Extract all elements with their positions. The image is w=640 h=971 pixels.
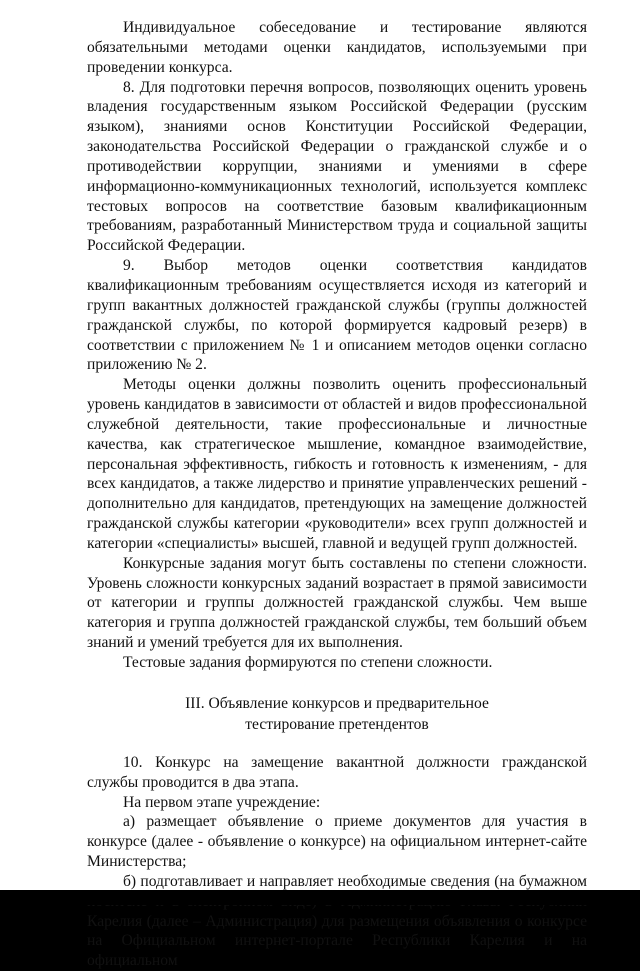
paragraph-9: 9. Выбор методов оценки соответствия кандидатов квалификационным требованиям осуществляется исходя из категорий и групп вакантных должностей гражданской службы (группы должностей гражданской службы, по которой формируется кадровый резерв) в соответствии с приложением № 1 и описанием методов оценки согласно приложению № 2. — [87, 257, 587, 374]
paragraph-methods: Индивидуальное собеседование и тестирование являются обязательными методами оценки кандидатов, используемыми при проведении конкурса. — [87, 19, 587, 76]
section-heading-line-1: III. Объявление конкурсов и предварительное — [185, 694, 489, 712]
section-heading — [87, 693, 587, 735]
paragraph-tasks-complexity: Конкурсные задания могут быть составлены по степени сложности. Уровень сложности конкурсных заданий возрастает в прямой зависимости от категории и группы должностей гражданской службы. Чем выше категория и группа должностей гражданской службы, тем больший объем знаний и умений требуется для их выполнения. — [87, 554, 587, 652]
scan-border — [0, 890, 640, 905]
paragraph-test-tasks: Тестовые задания формируются по степени сложности. — [123, 654, 493, 671]
paragraph-10: 10. Конкурс на замещение вакантной должности гражданской службы проводится в два этапа. — [87, 753, 587, 791]
paragraph-item-a: а) размещает объявление о приеме документов для участия в конкурсе (далее - объявление о конкурсе) на официальном интернет-сайте Министерства; — [87, 813, 587, 871]
paragraph-assessment-methods: Методы оценки должны позволить оценить профессиональный уровень кандидатов в зависимости от областей и видов профессиональной служебной деятельности, такие профессиональные и личностные качества, как стратегическое мышление, командное взаимодействие, персональная эффективность, гибкость и готовность к изменениям, - для всех кандидатов, а также лидерство и принятие управленческих решений - дополнительно для кандидатов, претендующих на замещение должностей гражданской службы категории «руководители» всех групп должностей и категории «специалисты» высшей, главной и ведущей групп должностей. — [87, 376, 587, 552]
section-heading-line-2: тестирование претендентов — [245, 715, 429, 733]
document-body — [87, 18, 587, 971]
paragraph-item-b: б) подготавливает и направляет необходимые сведения (на бумажном Карелия (далее – Администрация) для размещения объявления о конкурсе на Официальном интернет-портале Республики Карелия и на официальном — [87, 872, 587, 970]
paragraph-first-stage: На первом этапе учреждение: — [123, 793, 321, 811]
paragraph-8: 8. Для подготовки перечня вопросов, позволяющих оценить уровень владения государственным языком Российской Федерации (русским языком), знаниями основ Конституции Российской Федерации, законодательства Российской Федерации о гражданской службе и о противодействии коррупции, знаниями и умениями в сфере информационно-коммуникационных технологий, используется комплекс тестовых вопросов на соответствие базовым квалификационным требованиям, разработанный Министерством труда и социальной защиты Российской Федерации. — [87, 78, 587, 255]
